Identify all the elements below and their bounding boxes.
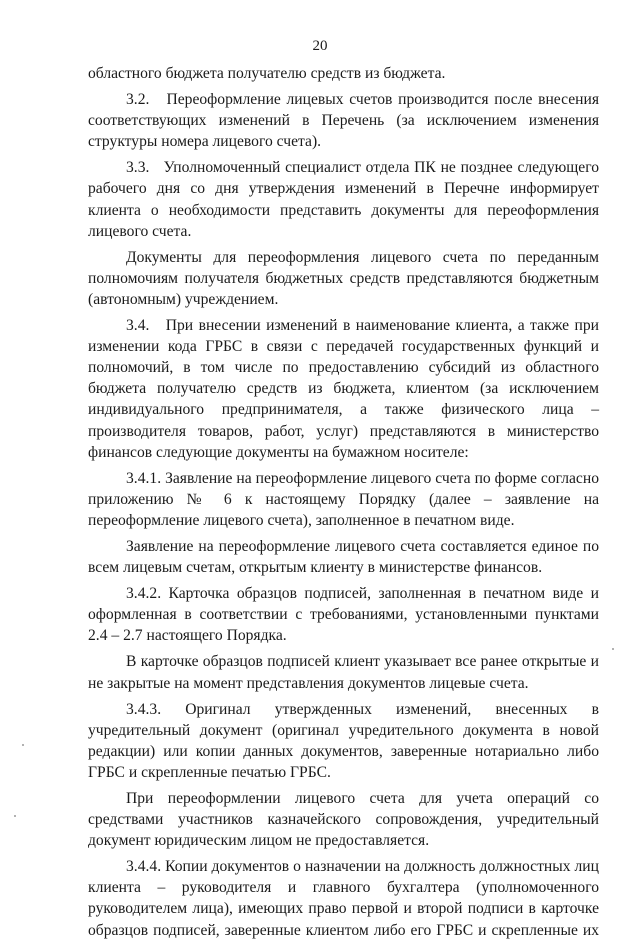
paragraph-3-4: 3.4. При внесении изменений в наименование клиента, а также при изменении кода ГРБС в связи с передачей государственных функций и полномочий, в том числе по предоставлению субсидий из областного бюджета получателю средств из бюджета, клиентом (за исключением индивидуального предпринимателя, а также физического лица – производителя товаров, работ, услуг) представляются в министерство финансов следующие документы на бумажном носителе:: [88, 317, 599, 461]
paragraph-3-4-1: 3.4.1. Заявление на переоформление лицевого счета по форме согласно приложению № 6 к настоящему Порядку (далее – заявление на переоформление лицевого счета), заполненное в печатном виде.: [88, 469, 599, 529]
document-body: [88, 63, 599, 946]
scan-speck: [22, 744, 24, 746]
paragraph-treasury-support: При переоформлении лицевого счета для учета операций со средствами участников казначейского сопровождения, учредительный документ юридическим лицом не предоставляется.: [88, 790, 599, 850]
paragraph-continuation: областного бюджета получателю средств из бюджета.: [88, 65, 446, 82]
scan-speck: [14, 815, 16, 817]
paragraph-3-2: 3.2. Переоформление лицевых счетов производится после внесения соответствующих изменений в Перечень (за исключением изменения структуры номера лицевого счета).: [88, 91, 599, 151]
paragraph-3-4-3: 3.4.3. Оригинал утвержденных изменений, внесенных в учредительный документ (оригинал учредительного документа в новой редакции) или копии данных документов, заверенные нотариально либо ГРБС и скрепленные печатью ГРБС.: [88, 700, 599, 781]
paragraph-documents-delegated: Документы для переоформления лицевого счета по переданным полномочиям получателя бюджетных средств представляются бюджетным (автономным) учреждением.: [88, 248, 599, 308]
paragraph-signature-card: В карточке образцов подписей клиент указывает все ранее открытые и не закрытые на момент представления документов лицевые счета.: [88, 653, 599, 692]
paragraph-application-single: Заявление на переоформление лицевого счета составляется единое по всем лицевым счетам, открытым клиенту в министерстве финансов.: [88, 537, 599, 577]
page-number: 20: [312, 38, 328, 54]
paragraph-3-3: 3.3. Уполномоченный специалист отдела ПК не позднее следующего рабочего дня со дня утверждения изменений в Перечне информирует клиента о необходимости представить документы для переоформления лицевого счета.: [88, 159, 599, 240]
paragraph-3-4-4: 3.4.4. Копии документов о назначении на должность должностных лиц клиента – руководителя и главного бухгалтера (уполномоченного руководителем лица), имеющих право первой и второй подписи в карточке образцов подписей, заверенные клиентом либо его ГРБС и скрепленные их: [88, 858, 599, 939]
scan-speck: [612, 648, 614, 650]
paragraph-3-4-2: 3.4.2. Карточка образцов подписей, заполненная в печатном виде и оформленная в соответствии с требованиями, установленными пунктами 2.4 – 2.7 настоящего Порядка.: [88, 585, 599, 645]
